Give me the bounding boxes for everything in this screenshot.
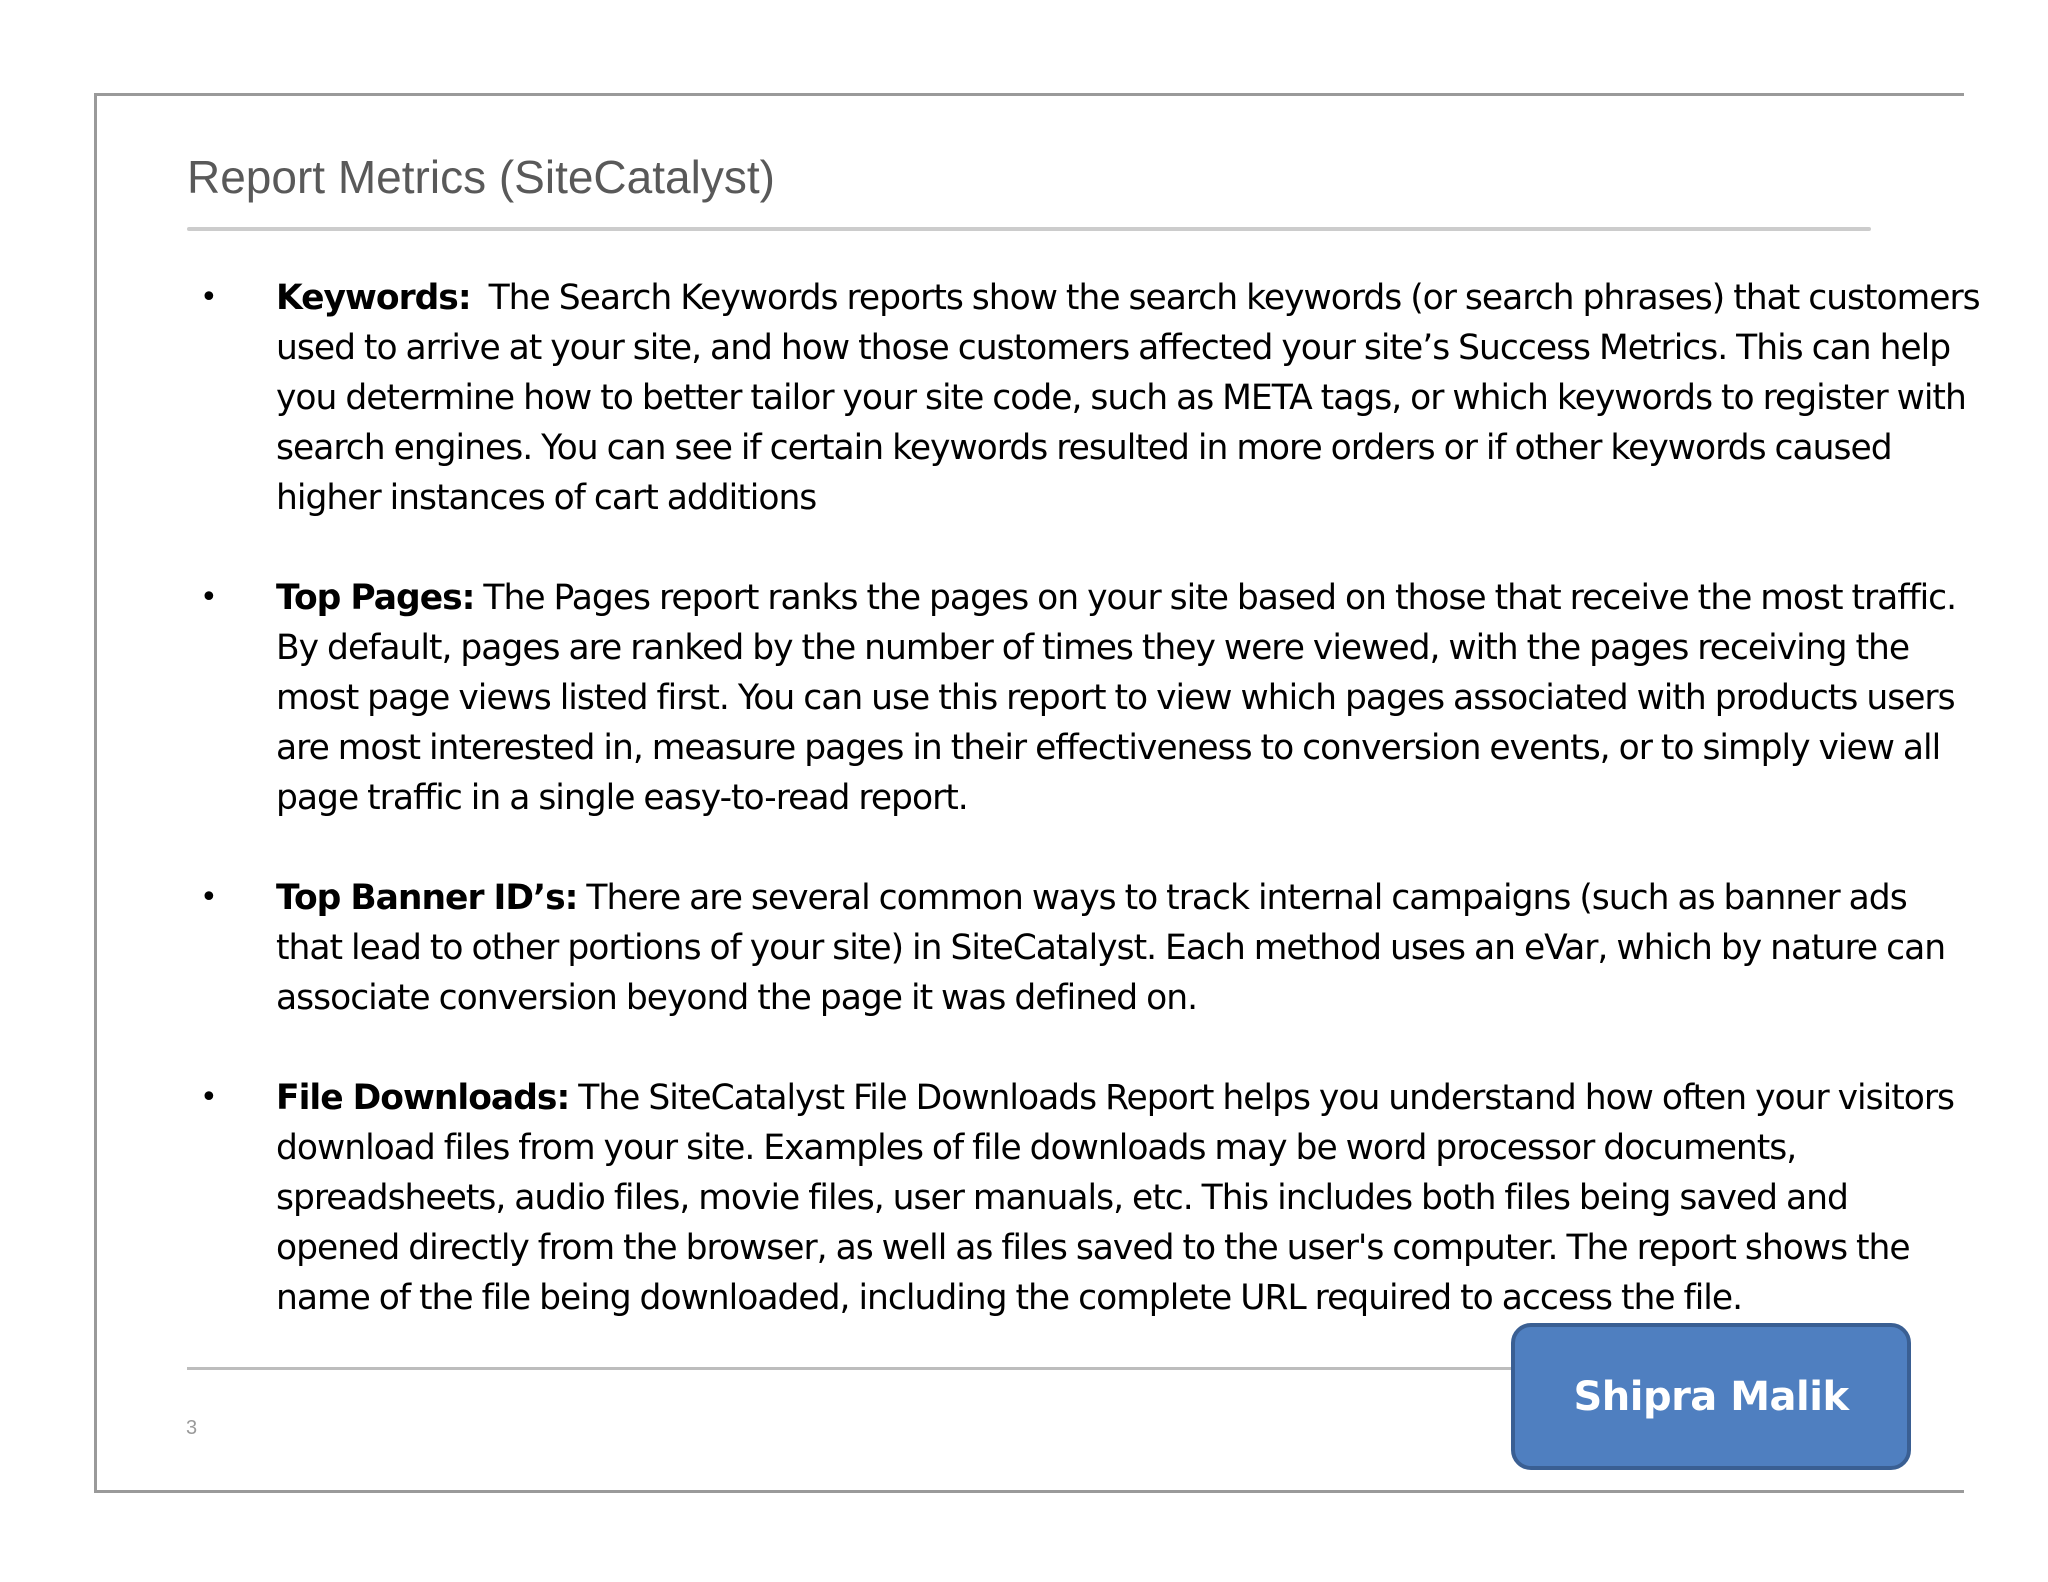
bullet-dot-icon: • [200, 580, 218, 615]
bullet-term: File Downloads: [276, 1078, 570, 1118]
bullet-dot-icon: • [200, 880, 218, 915]
title-divider [187, 227, 1871, 231]
page-number: 3 [186, 1417, 198, 1439]
slide-title: Report Metrics (SiteCatalyst) [187, 151, 775, 203]
bullet-top-banner-ids [200, 873, 1980, 1023]
bullet-list [200, 273, 1989, 1373]
bullet-text: The SiteCatalyst File Downloads Report helps you understand how often your visitors download files from your site. Examples of file downloads may be word processor documents, spreadsheets, audio files, movie files, user manuals, etc. This includes both files being saved and opened directly from the browser, as well as files saved to the user's computer. The report shows the name of the file being downloaded, including the complete URL required to access the file. [276, 1078, 1954, 1318]
bullet-top-pages [200, 573, 1980, 823]
bullet-text: The Pages report ranks the pages on your site based on those that receive the most traffic. By default, pages are ranked by the number of times they were viewed, with the pages receiving the most page views listed first. You can use this report to view which pages associated with products users are most interested in, measure pages in their effectiveness to conversion events, or to simply view all page traffic in a single easy-to-read report. [276, 578, 1957, 818]
bullet-file-downloads [200, 1073, 1980, 1323]
bullet-keywords [200, 273, 1989, 523]
bullet-dot-icon: • [200, 280, 218, 315]
footer-divider [187, 1367, 1527, 1370]
bullet-term: Keywords: [276, 278, 471, 318]
bullet-text: The Search Keywords reports show the search keywords (or search phrases) that customers used to arrive at your site, and how those customers affected your site’s Success Metrics. This can help you determine how to better tailor your site code, such as META tags, or which keywords to register with search engines. You can see if certain keywords resulted in more orders or if other keywords caused higher instances of cart additions [276, 278, 1989, 518]
author-name: Shipra Malik [1573, 1373, 1849, 1420]
bullet-dot-icon: • [200, 1080, 218, 1115]
bullet-text: There are several common ways to track internal campaigns (such as banner ads that lead to other portions of your site) in SiteCatalyst. Each method uses an eVar, which by nature can associate conversion beyond the page it was defined on. [276, 878, 1946, 1018]
bullet-term: Top Pages: [276, 578, 475, 618]
author-badge [1511, 1323, 1911, 1470]
bullet-term: Top Banner ID’s: [276, 878, 578, 918]
